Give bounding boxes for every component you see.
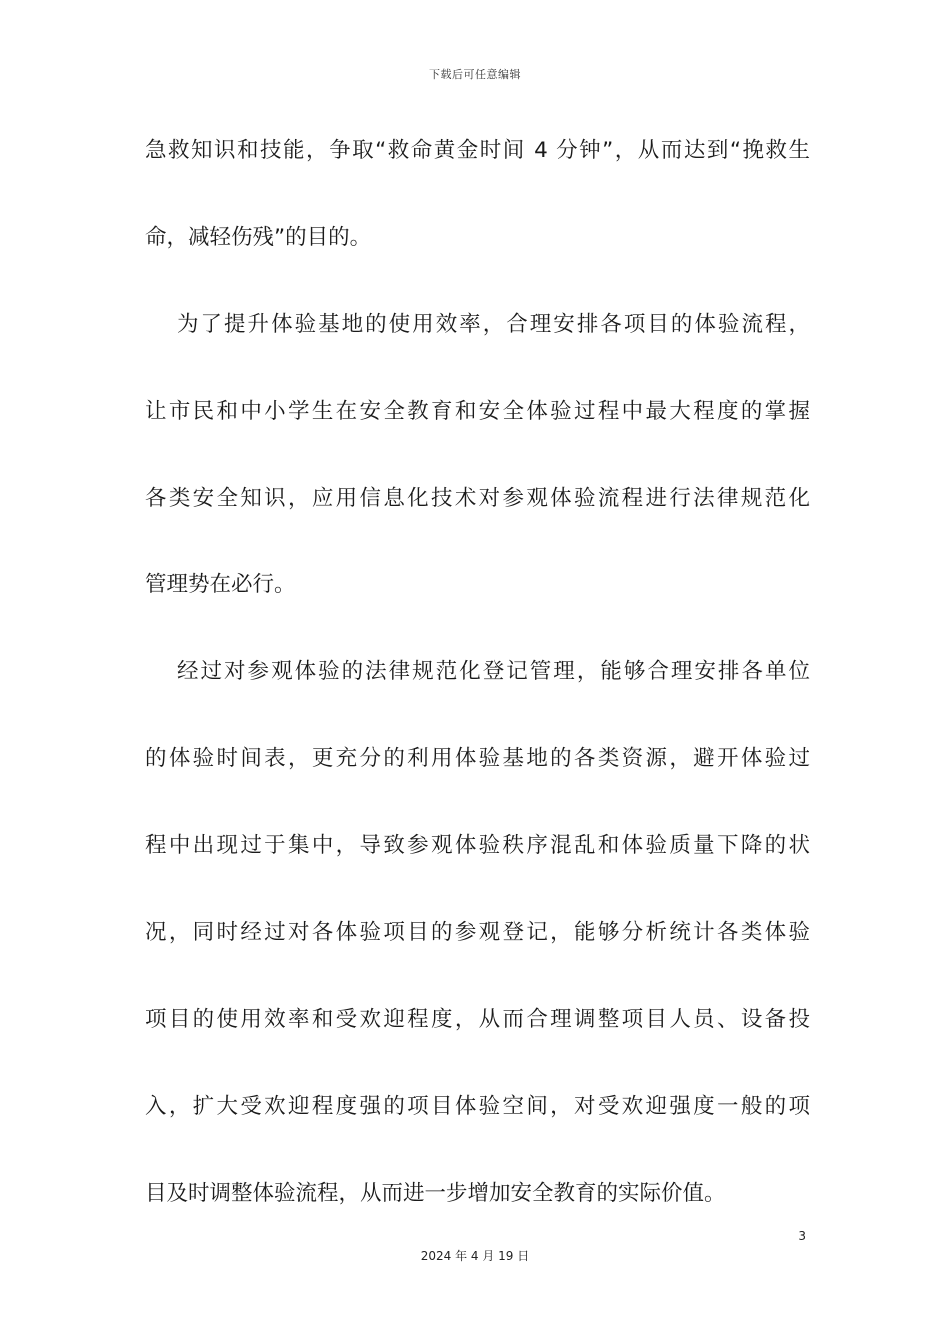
footer-date: 2024 年 4 月 19 日 bbox=[420, 1249, 530, 1263]
paragraph-1-line-2: 命，减轻伤残”的目的。 bbox=[145, 225, 372, 250]
paragraph-1-line-1: 急救知识和技能，争取“救命黄金时间 4 分钟”，从而达到“挽救生 bbox=[145, 138, 810, 163]
paragraph-3-line-1: 经过对参观体验的法律规范化登记管理，能够合理安排各单位 bbox=[177, 659, 810, 684]
paragraph-3-line-5: 项目的使用效率和受欢迎程度，从而合理调整项目人员、设备投 bbox=[145, 1007, 810, 1032]
paragraph-2-line-1: 为了提升体验基地的使用效率，合理安排各项目的体验流程， bbox=[177, 312, 810, 337]
paragraph-3-line-6: 入，扩大受欢迎程度强的项目体验空间，对受欢迎强度一般的项 bbox=[145, 1094, 810, 1119]
paragraph-3-line-2: 的体验时间表，更充分的利用体验基地的各类资源，避开体验过 bbox=[145, 746, 810, 771]
paragraph-2-line-4: 管理势在必行。 bbox=[145, 572, 296, 597]
paragraph-3-line-7: 目及时调整体验流程，从而进一步增加安全教育的实际价值。 bbox=[145, 1181, 726, 1206]
paragraph-3-line-3: 程中出现过于集中，导致参观体验秩序混乱和体验质量下降的状 bbox=[145, 833, 810, 858]
paragraph-3-line-4: 况，同时经过对各体验项目的参观登记，能够分析统计各类体验 bbox=[145, 920, 810, 945]
page-header: 下载后可任意编辑 bbox=[429, 68, 521, 81]
page-number: 3 bbox=[798, 1229, 806, 1243]
paragraph-2-line-3: 各类安全知识，应用信息化技术对参观体验流程进行法律规范化 bbox=[145, 486, 810, 511]
paragraph-2-line-2: 让市民和中小学生在安全教育和安全体验过程中最大程度的掌握 bbox=[145, 399, 810, 424]
